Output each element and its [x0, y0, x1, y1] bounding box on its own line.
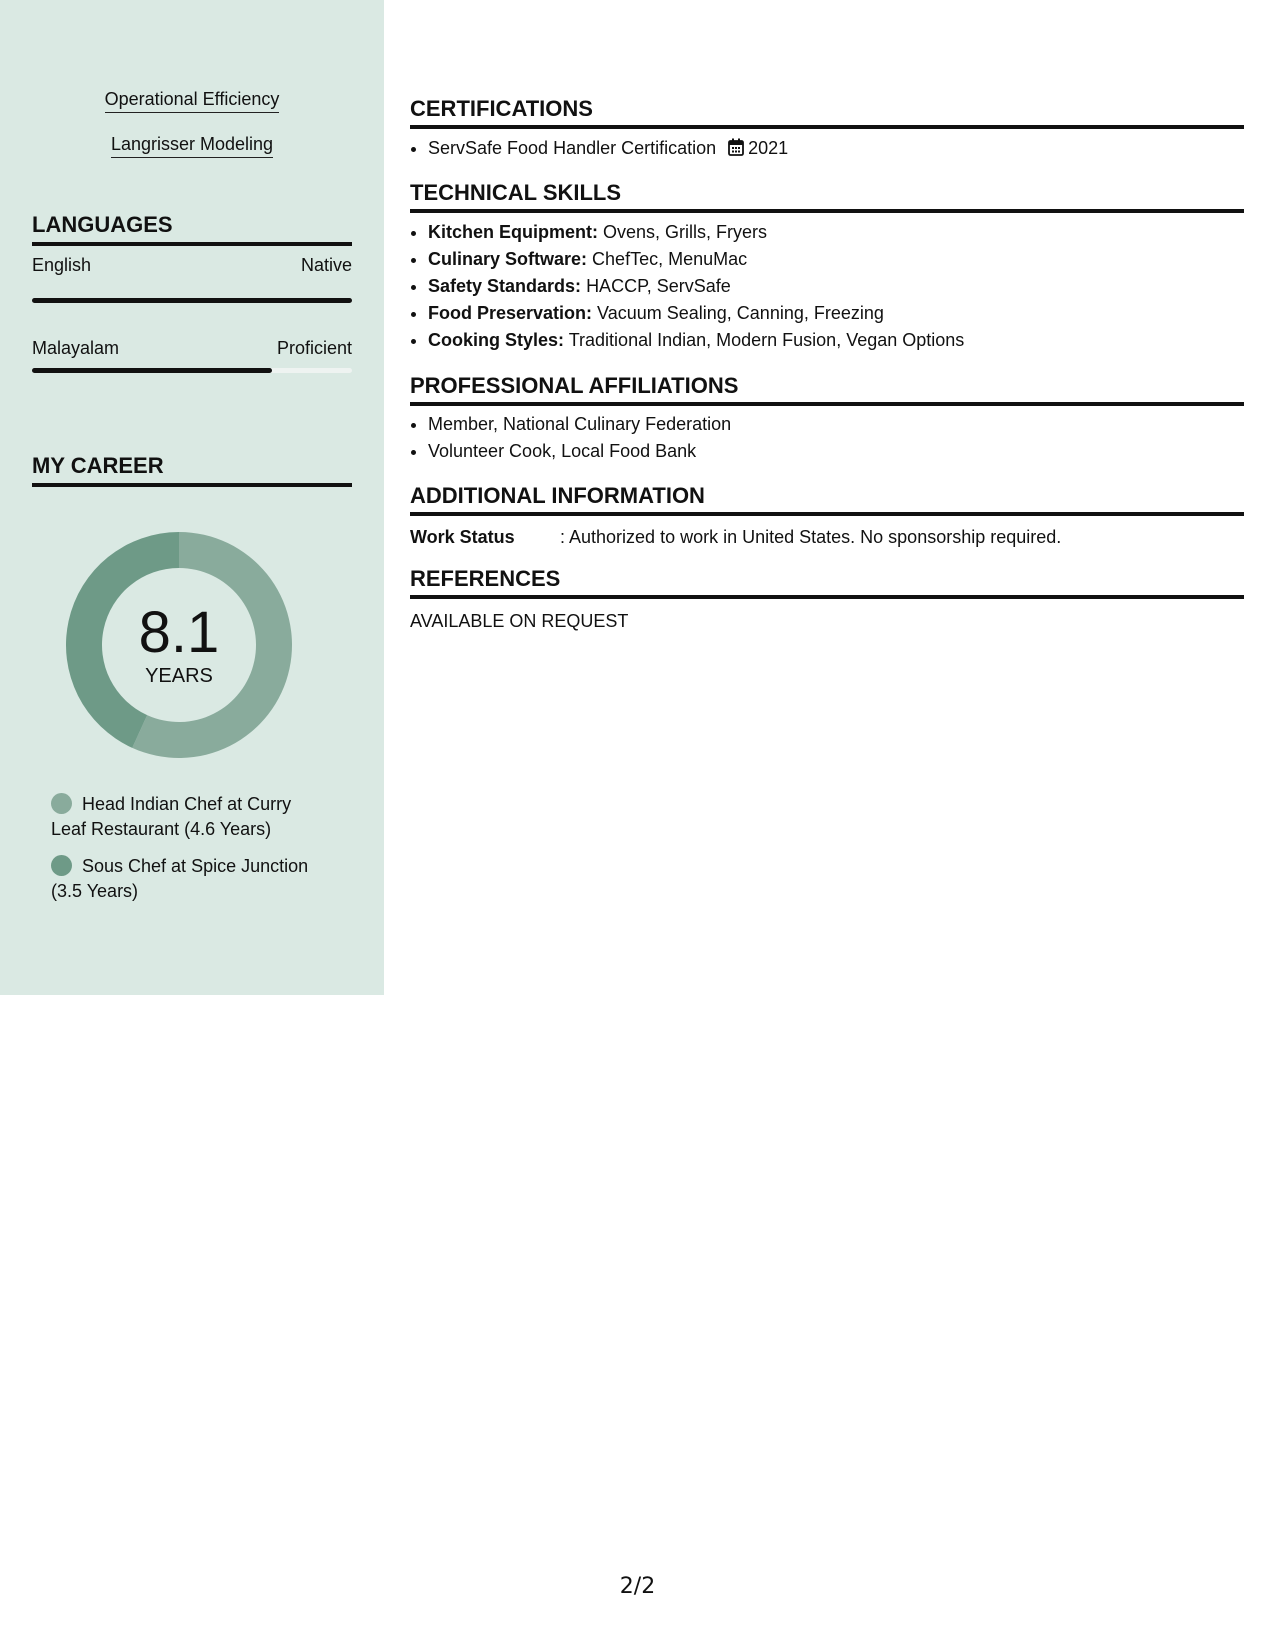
language-bar-fill — [32, 368, 272, 373]
certification-item — [428, 135, 1228, 162]
additional-info-heading: ADDITIONAL INFORMATION — [410, 483, 1244, 516]
career-total-value: 8.1 — [138, 600, 220, 665]
affiliations-list — [428, 411, 1228, 465]
language-row-english — [32, 254, 352, 276]
skill-label: Culinary Software: — [428, 249, 588, 269]
language-bar-malayalam — [32, 368, 352, 373]
career-legend-label: Sous Chef at Spice Junction (3.5 Years) — [51, 856, 309, 901]
affiliation-item: • Member, National Culinary Federation — [428, 411, 1228, 438]
skill-label: Cooking Styles: — [428, 330, 565, 350]
career-legend-label: Head Indian Chef at Curry Leaf Restaurant (4.6 Years) — [51, 794, 292, 839]
skill-item — [428, 273, 1228, 300]
skill-item — [428, 327, 1228, 354]
certification-year: 2021 — [748, 138, 789, 158]
skill-label: Safety Standards: — [428, 276, 582, 296]
work-status-label: Work Status — [410, 527, 515, 547]
language-name: Malayalam — [32, 338, 120, 358]
affiliations-heading: PROFESSIONAL AFFILIATIONS — [410, 373, 1244, 406]
skill-tag — [0, 89, 384, 113]
career-donut-center — [66, 532, 292, 758]
skill-tag-label: Operational Efficiency — [105, 89, 280, 113]
skill-value: Vacuum Sealing, Canning, Freezing — [597, 303, 884, 323]
language-level: Proficient — [276, 338, 352, 358]
skill-tag-label: Langrisser Modeling — [111, 134, 273, 158]
skill-value: HACCP, ServSafe — [586, 276, 731, 296]
skill-item — [428, 219, 1228, 246]
language-bar-english — [32, 298, 352, 303]
career-legend-item — [51, 854, 331, 904]
career-total-unit: YEARS — [145, 665, 213, 687]
skill-item — [428, 300, 1228, 327]
skill-label: Food Preservation: — [428, 303, 593, 323]
references-heading: REFERENCES — [410, 566, 1244, 599]
skill-value: ChefTec, MenuMac — [592, 249, 748, 269]
skill-label: Kitchen Equipment: — [428, 222, 598, 242]
language-row-malayalam — [32, 337, 352, 359]
sidebar — [0, 0, 384, 995]
certification-name: ServSafe Food Handler Certification — [428, 138, 717, 158]
skill-value: Ovens, Grills, Fryers — [603, 222, 768, 242]
skill-item — [428, 246, 1228, 273]
references-text: AVAILABLE ON REQUEST — [410, 611, 629, 631]
career-legend-item — [51, 792, 331, 842]
legend-dot — [51, 855, 72, 876]
calendar-icon — [728, 138, 744, 156]
work-status-row — [410, 525, 1244, 549]
certifications-list — [428, 135, 1228, 162]
skill-value: Traditional Indian, Modern Fusion, Vegan Options — [568, 330, 965, 350]
page-number: 2/2 — [619, 1574, 656, 1599]
skill-tag — [0, 134, 384, 158]
language-level: Native — [300, 255, 352, 275]
legend-dot — [51, 793, 72, 814]
affiliation-item: • Volunteer Cook, Local Food Bank — [428, 438, 1228, 465]
career-heading: MY CAREER — [32, 453, 352, 487]
languages-heading: LANGUAGES — [32, 212, 352, 246]
language-bar-fill — [32, 298, 352, 303]
certifications-heading: CERTIFICATIONS — [410, 96, 1244, 129]
language-name: English — [32, 255, 92, 275]
technical-skills-list — [428, 219, 1228, 354]
work-status-value: : Authorized to work in United States. No sponsorship required. — [560, 527, 1062, 547]
technical-skills-heading: TECHNICAL SKILLS — [410, 180, 1244, 213]
